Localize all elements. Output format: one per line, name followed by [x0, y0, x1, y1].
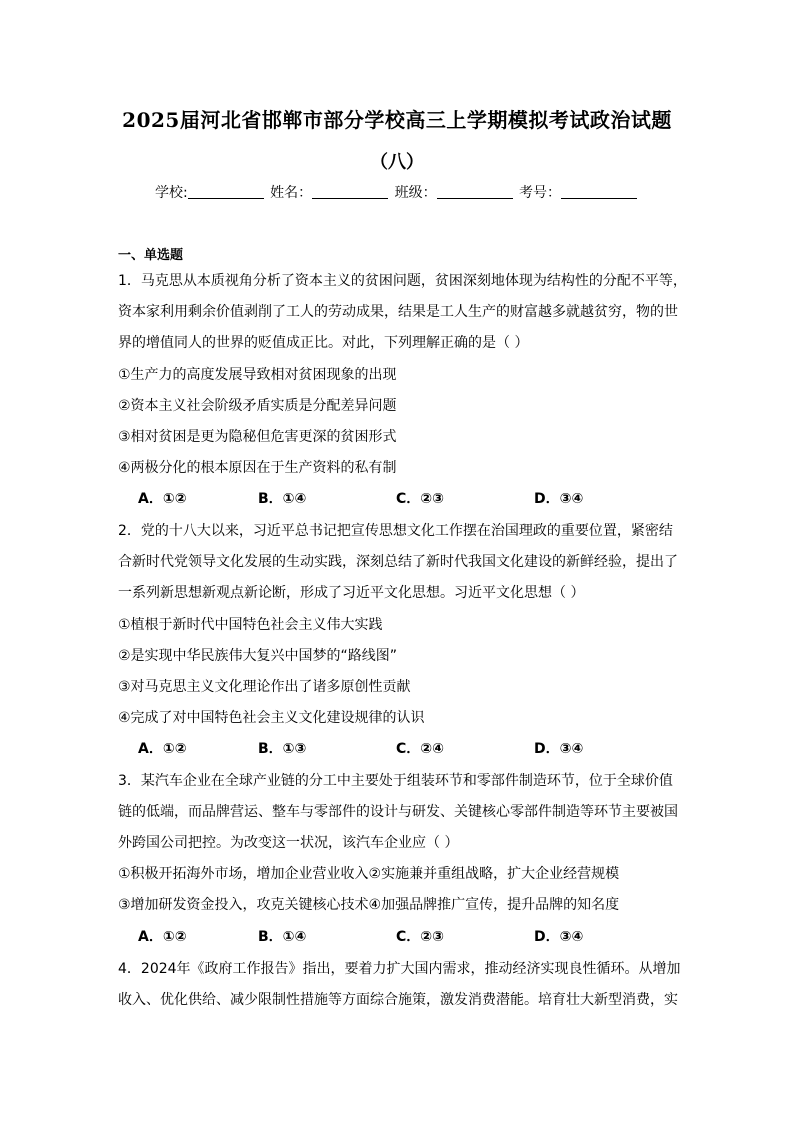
class-label: 班级：: [394, 185, 437, 201]
exam-subtitle: （八）: [370, 152, 424, 173]
question-2-item: ④完成了对中国特色社会主义文化建设规律的认识: [118, 710, 425, 726]
option-d[interactable]: D．③④: [534, 491, 584, 507]
exam-title: 2025届河北省邯郸市部分学校高三上学期模拟考试政治试题: [122, 108, 672, 132]
exam-number-label: 考号：: [519, 185, 562, 201]
question-1-stem-line: 界的增值同人的世界的贬值成正比。对此，下列理解正确的是（ ）: [118, 335, 529, 351]
name-label: 姓名：: [270, 185, 313, 201]
question-2-item: ③对马克思主义文化理论作出了诸多原创性贡献: [118, 679, 411, 695]
question-1-item: ④两极分化的根本原因在于生产资料的私有制: [118, 460, 397, 476]
question-3-item: ③增加研发资金投入，攻克关键核心技术④加强品牌推广宣传，提升品牌的知名度: [118, 897, 620, 913]
question-3-item: ①积极开拓海外市场，增加企业营业收入②实施兼并重组战略，扩大企业经营规模: [118, 866, 620, 882]
option-d[interactable]: D．③④: [534, 929, 584, 945]
section-heading: 一、单选题: [118, 248, 184, 263]
name-blank: [312, 184, 388, 199]
option-b[interactable]: B．①④: [258, 929, 307, 945]
question-2-item: ②是实现中华民族伟大复兴中国梦的“路线图”: [118, 648, 398, 664]
exam-number-blank: [561, 184, 637, 199]
option-c[interactable]: C．②③: [396, 491, 444, 507]
question-2-item: ①植根于新时代中国特色社会主义伟大实践: [118, 617, 383, 633]
option-d[interactable]: D．③④: [534, 741, 584, 757]
question-2-stem-line: 一系列新思想新观点新论断，形成了习近平文化思想。习近平文化思想（ ）: [118, 585, 585, 601]
question-2-stem-line: 合新时代党领导文化发展的生动实践，深刻总结了新时代我国文化建设的新鲜经验，提出了: [118, 554, 678, 570]
school-label: 学校:: [154, 185, 188, 201]
option-b[interactable]: B．①③: [258, 741, 307, 757]
option-a[interactable]: A．①②: [138, 929, 187, 945]
student-info-row: [0, 182, 794, 202]
question-1-item: ①生产力的高度发展导致相对贫困现象的出现: [118, 367, 397, 383]
question-1-item: ③相对贫困是更为隐秘但危害更深的贫困形式: [118, 429, 397, 445]
question-1-item: ②资本主义社会阶级矛盾实质是分配差异问题: [118, 398, 397, 414]
question-4-stem-line: 4．2024年《政府工作报告》指出，要着力扩大国内需求，推动经济实现良性循环。从增加: [118, 961, 681, 977]
option-c[interactable]: C．②④: [396, 741, 444, 757]
class-blank: [437, 184, 513, 199]
option-b[interactable]: B．①④: [258, 491, 307, 507]
school-blank: [188, 184, 264, 199]
question-3-stem-line: 链的低端，而品牌营运、整车与零部件的设计与研发、关键核心零部件制造等环节主要被国: [118, 804, 678, 820]
question-3-stem-line: 外跨国公司把控。为改变这一状况，该汽车企业应（ ）: [118, 835, 459, 851]
question-3-stem-line: 3．某汽车企业在全球产业链的分工中主要处于组装环节和零部件制造环节，位于全球价值: [118, 773, 673, 789]
question-1-stem-line: 资本家利用剩余价值剥削了工人的劳动成果，结果是工人生产的财富越多就越贫穷，物的世: [118, 304, 678, 320]
option-c[interactable]: C．②③: [396, 929, 444, 945]
option-a[interactable]: A．①②: [138, 491, 187, 507]
question-1-stem-line: 1．马克思从本质视角分析了资本主义的贫困问题，贫困深刻地体现为结构性的分配不平等，: [118, 273, 687, 289]
option-a[interactable]: A．①②: [138, 741, 187, 757]
question-4-stem-line: 收入、优化供给、减少限制性措施等方面综合施策，激发消费潜能。培育壮大新型消费，实: [118, 992, 678, 1008]
question-2-stem-line: 2．党的十八大以来，习近平总书记把宣传思想文化工作摆在治国理政的重要位置，紧密结: [118, 523, 673, 539]
